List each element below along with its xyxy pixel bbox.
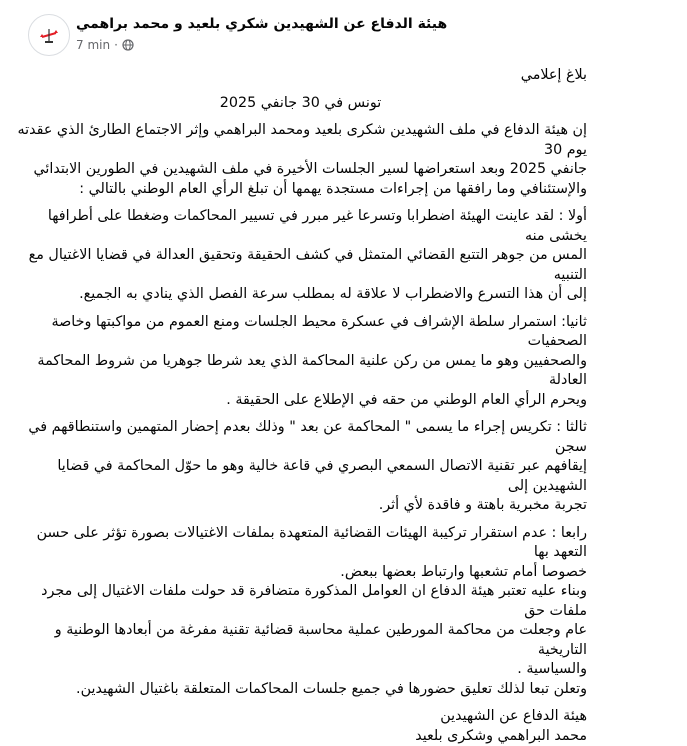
conclusion-line: والسياسية . [14,660,587,680]
point4-line: خصوصا أمام تشعبها وارتباط بعضها ببعض. [14,563,587,583]
intro-line: والإستئنافي وما رافقها من إجراءات مستجدة يهمها أن تبلغ الرأي العام الوطني بالتالي : [14,180,587,200]
post-time[interactable]: 7 min [76,38,110,52]
point2-line: والصحفيين وهو ما يمس من ركن علنية المحاكمة الذي يعد شرطا جوهريا من شروط المحاكمة العادلة [14,352,587,391]
point4-line: رابعا : عدم استقرار تركيبة الهيئات القضائية المتعهدة بملفات الاغتيالات بصورة تؤثر على حسن التعهد بها [14,524,587,563]
meta-separator: · [114,38,118,52]
conclusion-line: وبناء عليه تعتبر هيئة الدفاع ان العوامل المذكورة متضافرة قد حولت ملفات الاغتيال إلى مجرد ملفات حق [14,582,587,621]
point3-line: ثالثا : تكريس إجراء ما يسمى " المحاكمة عن بعد " وذلك بعدم إحضار المتهمين واستنطاقهم في سجن [14,418,587,457]
page-avatar[interactable] [28,14,70,56]
post-header [14,12,673,60]
conclusion-line: عام وجعلت من محاكمة المورطين عملية محاسبة قضائية تقنية مفرغة من أبعادها الوطنية و التاريخية [14,621,587,660]
point1-line: المس من جوهر التتبع القضائي المتمثل في كشف الحقيقة وتحقيق العدالة في قضايا الاغتيال مع التنبيه [14,246,587,285]
conclusion-line: وتعلن تبعا لذلك تعليق حضورها في جميع جلسات المحاكمات المتعلقة باغتيال الشهيدين. [14,680,587,700]
page-name[interactable]: هيئة الدفاع عن الشهيدين شكري بلعيد و محمد براهمي [76,16,447,32]
point1-line: إلى أن هذا التسرع والاضطراب لا علاقة له بمطلب سرعة الفصل الذي ينادي به الجميع. [14,285,587,305]
post-body [14,66,587,746]
signature-line: محمد البراهمي وشكرى بلعيد [14,727,587,746]
post-meta [76,38,134,52]
intro-line: إن هيئة الدفاع في ملف الشهيدين شكرى بلعيد ومحمد البراهمي وإثر الاجتماع الطارئ الذي عقدته يوم 30 [14,121,587,160]
signature-line: هيئة الدفاع عن الشهيدين [14,707,587,727]
post-title: بلاغ إعلامي [14,66,587,86]
point2-line: ثانيا: استمرار سلطة الإشراف في عسكرة محيط الجلسات ومنع العموم من مواكبتها وخاصة الصحفيات [14,313,587,352]
point3-line: إيقافهم عبر تقنية الاتصال السمعي البصري في قاعة خالية وهو ما حوّل المحاكمة في قضايا الشهيدين إلى [14,457,587,496]
point3-line: تجربة مخبرية باهتة و فاقدة لأي أثر. [14,496,587,516]
point2-line: ويحرم الرأي العام الوطني من حقه في الإطلاع على الحقيقة . [14,391,587,411]
intro-line: جانفي 2025 وبعد استعراضها لسير الجلسات الأخيرة في ملف الشهيدين في الطورين الابتدائي [14,160,587,180]
post-date: تونس في 30 جانفي 2025 [14,94,587,114]
point1-line: أولا : لقد عاينت الهيئة اضطرابا وتسرعا غير مبرر في تسيير المحاكمات وضغطا على أطرافها يخشى منه [14,207,587,246]
scales-logo-icon [29,15,69,55]
globe-icon[interactable] [122,39,134,51]
